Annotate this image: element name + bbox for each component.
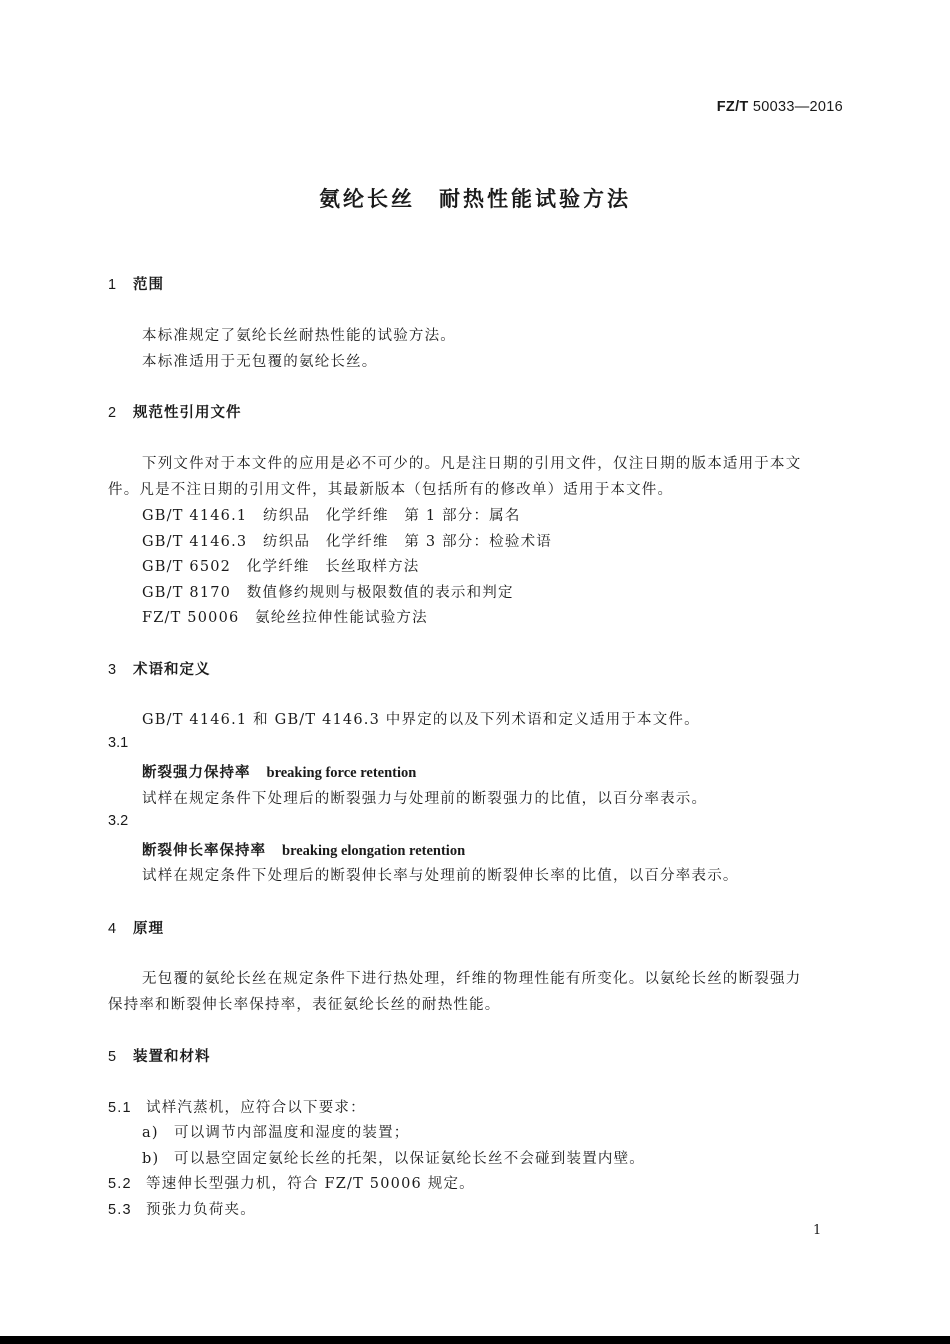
reference-item: FZ/T 50006 氨纶丝拉伸性能试验方法 bbox=[142, 610, 428, 626]
reference-item: GB/T 6502 化学纤维 长丝取样方法 bbox=[142, 559, 420, 575]
subclause-5-2: 5.2 等速伸长型强力机，符合 FZ/T 50006 规定。 bbox=[108, 1176, 475, 1192]
section-heading-terms: 3 术语和定义 bbox=[108, 662, 211, 678]
standard-number: FZ/T 50033—2016 bbox=[716, 99, 843, 115]
term-heading: 断裂伸长率保持率 breaking elongation retention bbox=[142, 843, 466, 859]
section-heading-principle: 4 原理 bbox=[108, 921, 164, 937]
term-heading: 断裂强力保持率 breaking force retention bbox=[142, 765, 417, 781]
refs-intro-line-1: 下列文件对于本文件的应用是必不可少的。凡是注日期的引用文件，仅注日期的版本适用于本文 bbox=[142, 456, 802, 472]
list-item-b: b) 可以悬空固定氨纶长丝的托架，以保证氨纶长丝不会碰到装置内壁。 bbox=[142, 1151, 645, 1167]
page-number: 1 bbox=[813, 1223, 822, 1238]
reference-item: GB/T 8170 数值修约规则与极限数值的表示和判定 bbox=[142, 585, 514, 601]
document-title: 氨纶长丝 耐热性能试验方法 bbox=[319, 187, 631, 211]
subclause-5-1: 5.1 试样汽蒸机，应符合以下要求： bbox=[108, 1100, 366, 1116]
subclause-5-3: 5.3 预张力负荷夹。 bbox=[108, 1202, 256, 1218]
term-definition: 试样在规定条件下处理后的断裂伸长率与处理前的断裂伸长率的比值，以百分率表示。 bbox=[142, 868, 739, 884]
reference-item: GB/T 4146.3 纺织品 化学纤维 第 3 部分：检验术语 bbox=[142, 534, 552, 550]
term-number: 3.1 bbox=[108, 735, 129, 751]
page-bottom-edge bbox=[0, 1336, 950, 1344]
list-item-a: a) 可以调节内部温度和湿度的装置； bbox=[142, 1125, 410, 1141]
term-definition: 试样在规定条件下处理后的断裂强力与处理前的断裂强力的比值，以百分率表示。 bbox=[142, 791, 708, 807]
refs-intro-line-2: 件。凡是不注日期的引用文件，其最新版本（包括所有的修改单）适用于本文件。 bbox=[108, 482, 674, 498]
section-heading-apparatus: 5 装置和材料 bbox=[108, 1049, 211, 1065]
principle-line-1: 无包覆的氨纶长丝在规定条件下进行热处理，纤维的物理性能有所变化。以氨纶长丝的断裂强力 bbox=[142, 971, 802, 987]
reference-item: GB/T 4146.1 纺织品 化学纤维 第 1 部分：属名 bbox=[142, 508, 521, 524]
principle-line-2: 保持率和断裂伸长率保持率，表征氨纶长丝的耐热性能。 bbox=[108, 997, 501, 1013]
term-number: 3.2 bbox=[108, 813, 129, 829]
section-heading-scope: 1 范围 bbox=[108, 277, 164, 293]
terms-intro: GB/T 4146.1 和 GB/T 4146.3 中界定的以及下列术语和定义适用于本文件。 bbox=[142, 712, 700, 728]
scope-paragraph-2: 本标准适用于无包覆的氨纶长丝。 bbox=[142, 354, 378, 370]
scope-paragraph-1: 本标准规定了氨纶长丝耐热性能的试验方法。 bbox=[142, 328, 456, 344]
section-heading-normative-references: 2 规范性引用文件 bbox=[108, 405, 242, 421]
